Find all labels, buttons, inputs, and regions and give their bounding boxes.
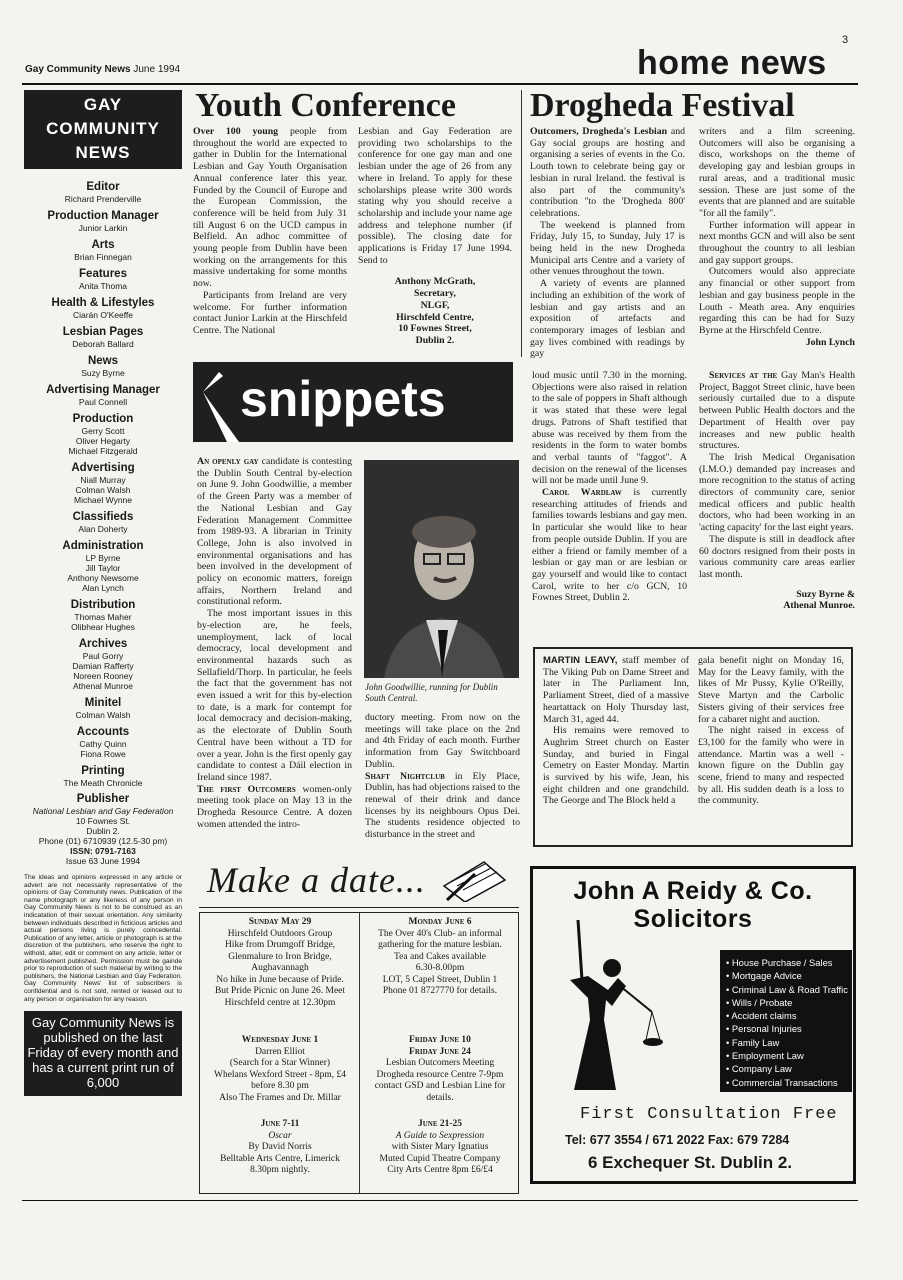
service-item: • Company Law	[726, 1063, 792, 1075]
snippets-title: snippets	[240, 371, 446, 427]
snippets-col-3	[532, 370, 687, 604]
issn: ISSN: 0791-7163	[70, 846, 136, 856]
notepad-pencil-icon	[439, 856, 509, 902]
snippet-lead-3: Shaft Nightclub	[365, 770, 445, 782]
staff-role: Arts	[91, 239, 115, 251]
staff-role: Editor	[86, 181, 120, 193]
snippet-lead-4: Carol Wardlaw	[542, 487, 622, 499]
event-line: before 8.30 pm	[251, 1081, 309, 1091]
event-card	[202, 917, 358, 1009]
page-number: 3	[842, 34, 849, 46]
event-day: June 7-11	[260, 1119, 300, 1129]
snippet-text-2: The most important issues in this by-election are, he feels, unemployment, lack of local democracy, local development and environmental hazards such as Sellafield/Thorp. In particular, he feels the fact that the government has not even issued a writ for this by-election to date, is a mark for contempt for local democracy and decision-making, as the electorate of Dublin South Central have been without a TD for over a year. John is the first openly gay candidate to contest a Dáil election in Ireland since 1987.	[197, 608, 352, 783]
masthead-title-line: NEWS	[75, 143, 131, 162]
event-line: Phone 01 8727770 for details.	[382, 986, 498, 996]
photo-caption: John Goodwillie, running for Dublin South Central.	[365, 682, 498, 703]
service-item: • Mortgage Advice	[726, 970, 802, 982]
event-card	[202, 1119, 358, 1177]
snippet-text-1: candidate is contesting the Dublin South Central by-election on June 9. John Goodwillie, a member of the Green Party was a member of the National Lesbian and Gay Federation Management Committee from 1989-93. A librarian in Trinity College, John is also involved in environmental organisations and has been involved in the development of policy on economic matters, foreign affairs, Northern Ireland and constitutional reform.	[197, 456, 353, 608]
drogheda-text-2: The weekend is planned from Friday, July 15, to Sunday, July 17 is being held in the new Drogheda Municipal arts Centre and a variety of other venues throughout the town.	[530, 219, 685, 278]
address-line: Anthony McGrath,	[394, 276, 476, 288]
drogheda-headline: Drogheda Festival	[530, 87, 795, 124]
snippet-lead-5: Services at the	[709, 370, 778, 381]
snippet-lead-2: The first Outcomers	[197, 783, 296, 795]
obituary-text-4: The night raised in excess of £3,100 for the family who were in attendance. Martin was a well - known figure on the Dublin gay scene, friend to many and respected by all. His sudden death is a loss to the community.	[698, 725, 844, 807]
photo-john-goodwillie	[364, 460, 519, 678]
snippet-text-3: women-only meeting took place on May 13 in the Drogheda Resource Centre. A dozen women attended the intro-	[197, 783, 353, 830]
publication-name: Gay Community News	[25, 64, 131, 75]
staff-name: LP Byrne	[85, 553, 121, 563]
publisher-role: Publisher	[76, 793, 130, 805]
event-line: But Pride Picnic on June 26. Meet	[214, 986, 346, 996]
event-day-2: Friday June 24	[409, 1046, 471, 1057]
snippet-lead: An openly gay	[197, 456, 259, 467]
publisher-street: 10 Fownes St.	[75, 816, 131, 826]
masthead-footer: Gay Community News is published on the last Friday of every month and has a current print run of 6,000	[24, 1011, 182, 1096]
address-line: NLGF,	[420, 299, 450, 311]
staff-name: Athenal Munroe	[72, 681, 133, 691]
staff-name: Colman Walsh	[75, 485, 131, 495]
obituary-lead: MARTIN LEAVY,	[543, 655, 618, 666]
byline-line: Athenal Munroe.	[783, 600, 855, 612]
staff-role: Health & Lifestyles	[51, 297, 155, 309]
masthead-title	[24, 90, 182, 169]
event-title: A Guide to Sexpression	[395, 1130, 485, 1141]
event-day: Friday June 10	[409, 1035, 471, 1045]
staff-name: Alan Lynch	[82, 583, 124, 593]
snippets-byline	[699, 589, 855, 612]
staff-name: Alan Doherty	[78, 524, 128, 534]
event-line: gathering for the mature lesbian.	[378, 940, 502, 950]
staff-role: News	[87, 355, 119, 367]
snippets-col-2	[365, 712, 520, 841]
staff-name: Oliver Hegarty	[75, 436, 131, 446]
service-item: • Accident claims	[726, 1010, 797, 1022]
event-line: Glenmalure to Iron Bridge,	[228, 951, 332, 962]
top-rule	[22, 83, 858, 85]
staff-list	[24, 169, 182, 788]
staff-role: Accounts	[76, 726, 130, 738]
event-card	[202, 1035, 358, 1104]
event-line: Drogheda resource Centre 7-9pm	[376, 1069, 504, 1080]
event-line: details.	[426, 1092, 454, 1103]
event-title: Oscar	[268, 1130, 292, 1141]
masthead-sidebar	[24, 90, 182, 1200]
address-line: 10 Fownes Street,	[398, 323, 472, 335]
staff-name: Brian Finnegan	[74, 252, 132, 262]
drogheda-byline: John Lynch	[805, 336, 855, 348]
snippet-text-4: ductory meeting. From now on the meetings will take place on the 2nd and 4th Friday of each month. Further information from Gay Switchboard Dublin.	[365, 712, 520, 770]
snippet-text-7: is currently researching attitudes of friends and families towards lesbians and gay men. In particular she would like to hear from people outside Dublin. If you are either a friend or family member of a lesbian or gay man or are lesbian or gay yourself and would like to contact Carol, write to her c/o GCN, 10 Fownes Street, Dublin 2.	[532, 487, 687, 604]
section-title: home news	[637, 44, 827, 82]
service-item: • Personal Injuries	[726, 1023, 802, 1035]
youth-address	[358, 276, 512, 346]
column-rule	[521, 90, 522, 357]
event-line: The Over 40's Club- an informal	[378, 928, 502, 939]
staff-name: Anthony Newsome	[67, 573, 139, 583]
masthead-title-line: GAY	[83, 95, 123, 114]
event-line: City Arts Centre 8pm £6/£4	[387, 1165, 493, 1175]
event-card	[362, 1035, 518, 1104]
publisher-city: Dublin 2.	[86, 826, 120, 836]
event-line: By David Norris	[248, 1142, 312, 1152]
drogheda-col-1	[530, 126, 685, 360]
event-line: (Search for a Star Winner)	[229, 1058, 331, 1068]
snippet-text-6: loud music until 7.30 in the morning. Objections were also raised in relation to the sale of poppers in Shaft although it was stated that these were legal drugs. Patrons of Shaft testified that abuse was received by them from the residents in the form to water bombs and verbal taunts of "faggot". A decision on the renewal of the licenses will not be made until June 9.	[532, 370, 687, 487]
snippet-text-10: The dispute is still in deadlock after 60 doctors resigned from their posts in various community care areas earlier last month.	[699, 533, 855, 580]
event-line: LOT, 5 Capel Street, Dublin 1	[382, 974, 498, 985]
youth-col-2	[358, 126, 512, 347]
obituary-col-1	[543, 655, 689, 807]
event-line: 8.30pm nightly.	[250, 1165, 310, 1175]
service-item: • Employment Law	[726, 1050, 804, 1062]
event-line: Also The Frames and Dr. Millar	[219, 1092, 341, 1103]
advert-address: 6 Exchequer St. Dublin 2.	[588, 1153, 793, 1172]
events-box	[199, 912, 519, 1194]
staff-name: Michael Fitzgerald	[68, 446, 138, 456]
publisher-address	[24, 806, 182, 866]
staff-role: Minitel	[84, 697, 122, 709]
lady-justice-icon	[560, 920, 680, 1098]
staff-role: Advertising	[71, 462, 135, 474]
staff-role: Archives	[78, 638, 128, 650]
youth-text-3: Lesbian and Gay Federation are providing two scholarships to the conference for one gay man and one lesbian under the age of 26 from any where in Ireland. To apply for these scholarships please write 300 words stating why you should receive a scholarship and include your name age address and telephone number (if possible). The closing date for applications is Friday 17 June 1994. Send to	[358, 126, 512, 266]
staff-name: Colman Walsh	[75, 710, 131, 720]
make-a-date-header	[199, 852, 519, 908]
staff-name: Olibhear Hughes	[71, 622, 135, 632]
staff-name: Cathy Quinn	[79, 739, 127, 749]
staff-name: The Meath Chronicle	[63, 778, 143, 788]
staff-role: Features	[79, 268, 127, 280]
staff-name: Jill Taylor	[85, 563, 121, 573]
snippet-text-9: The Irish Medical Organisation (I.M.O.) demanded pay increases and more recognition to the status of acting directors of community care, senior medical officers and public health doctors, who had been working in an 'acting capacity' for the last eight years.	[699, 451, 855, 534]
event-line: Hirschfeld centre at 12.30pm	[224, 997, 336, 1008]
bottom-rule	[22, 1200, 858, 1201]
drogheda-lead: Outcomers, Drogheda's Lesbian	[530, 126, 668, 137]
snippet-text-5: in Ely Place, Dublin, has had objections raised to the renewal of their drink and dance licenses by its neighbours Opus Dei. The students residence objected to disturbance in the street and	[365, 770, 521, 841]
make-a-date-title: Make a date...	[207, 860, 426, 900]
staff-name: Niall Murray	[80, 475, 126, 485]
event-line: contact GSD and Lesbian Line for	[374, 1081, 506, 1091]
youth-text-2: Participants from Ireland are very welcome. For further information contact Junior Larkin at the Hirschfeld Centre. The National	[193, 289, 347, 336]
staff-name: Paul Gorry	[82, 651, 124, 661]
staff-role: Printing	[81, 765, 125, 777]
staff-role: Administration	[62, 540, 144, 552]
service-item: • Family Law	[726, 1036, 780, 1048]
event-line: with Sister Mary Ignatius	[391, 1142, 489, 1152]
staff-name: Ciarán O'Keeffe	[72, 310, 134, 320]
service-item: • House Purchase / Sales	[726, 957, 833, 968]
event-line: No hike in June because of Pride.	[216, 974, 344, 985]
event-line: Hirschfeld Outdoors Group	[227, 928, 333, 939]
staff-name: Fiona Rowe	[80, 749, 126, 759]
drogheda-text-4: writers and a film screening. Outcomers will also be organising a disco, workshops on the theme of developing gay and lesbian groups in rural areas, and a traditional music session. These are just some of the events that are planned and are suitable "for all the family".	[699, 126, 855, 219]
event-line: Tea and Cakes available	[394, 951, 486, 962]
event-day: June 21-25	[417, 1119, 463, 1129]
snippet-text-8: Gay Man's Health Project, Baggot Street clinic, have been seriously curtailed due to a dispute between Public Health doctors and the Department of Health over pay increases and new public health structures.	[699, 370, 856, 452]
event-day: Wednesday June 1	[241, 1035, 319, 1045]
obituary-text-1: staff member of The Viking Pub on Dame Street and later in The Parliament Inn, Parliament Street, died of a massive heartattack on Holy Thursday last, March 31, aged 44.	[543, 655, 689, 725]
obituary-box	[533, 647, 853, 847]
events-divider	[359, 913, 360, 1193]
event-card	[362, 1119, 518, 1177]
obituary-text-3: gala benefit night on Monday 16, May for the Leavy family, with the likes of Mr Pussy, Kylie O'Reilly, Steve Martyn and the Carbolic Sisters giving of their services free for a cabaret night and auction.	[698, 655, 844, 725]
disclaimer: The ideas and opinions expressed in any article or advert are not necessarily representative of the opinions of Gay Community news. Publication of the name photograph or any likeness of any person in Gay Community News is not to be construed as an indicatation of their sexual orientation. Any similarity between individuals described in ficticious articles and actual persons living is purely coincedental. Publication of any letter, article or photograph is at the discretion of the publishers, who reserve the right to withold, alter, edit or comment on any article, letter or advertisement published. Permission must be gainde prior to reproduction of such material by writing to the publishers, the National Lesbian and Gay Federation. Gay Community News' list of subscribers is confidential and is not sold, rented or leased out to any person or organisation for any reason.	[24, 874, 182, 1003]
advert-firm-type: Solicitors	[633, 905, 753, 933]
obituary-text-2: His remains were removed to Aughrim Street church on Easter Sunday, and buried in Fingal Cemetry on Easter Monday. Martin is survived by his wife, Jean, his eight children and one grandchild. The George and The Block held a	[543, 725, 689, 807]
service-item: • Commercial Transactions	[726, 1076, 838, 1088]
snippets-col-1	[197, 456, 352, 831]
staff-role: Production	[72, 413, 134, 425]
staff-role: Distribution	[70, 599, 136, 611]
advert-firm-name: John A Reidy & Co.	[573, 877, 813, 905]
drogheda-col-2	[699, 126, 855, 348]
staff-name: Deborah Ballard	[72, 339, 134, 349]
event-line: 6.30-8.00pm	[415, 963, 465, 973]
drogheda-text-3: A variety of events are planned including an exhibition of the work of lesbian and gay artists and an exposition of artefacts and contemporary images of lesbian and gay lives combined with readings by gay	[530, 278, 685, 360]
staff-name: Junior Larkin	[78, 223, 128, 233]
staff-name: Paul Connell	[78, 397, 128, 407]
staff-role: Advertising Manager	[46, 384, 160, 396]
publisher-name: National Lesbian and Gay Federation	[32, 806, 174, 816]
staff-name: Damian Rafferty	[72, 661, 134, 671]
portrait-illustration	[364, 460, 519, 678]
drogheda-text-6: Outcomers would also appreciate any financial or other support from lesbian and gay business people in the Louth - Meath area. Any enquiries regarding this can be had for Suzy Byrne at the Hirschfeld Centre.	[699, 266, 855, 336]
drogheda-text-5: Further information will appear in next months GCN and will also be sent throughout the country to all lesbian and gay support groups.	[699, 219, 855, 266]
address-line: Dublin 2.	[415, 334, 455, 346]
youth-headline: Youth Conference	[195, 87, 456, 124]
event-line: Muted Cupid Theatre Company	[379, 1153, 501, 1164]
address-line: Hirschfeld Centre,	[396, 311, 474, 323]
advert-telephone: Tel: 677 3554 / 671 2022 Fax: 679 7284	[565, 1133, 790, 1147]
event-line: Aughavannagh	[251, 963, 309, 973]
staff-name: Thomas Maher	[74, 612, 132, 622]
service-item: • Wills / Probate	[726, 996, 793, 1008]
services-list	[720, 950, 852, 1092]
service-item: • Criminal Law & Road Traffic	[726, 983, 848, 995]
event-line: Lesbian Outcomers Meeting	[385, 1058, 495, 1068]
staff-name: Richard Prenderville	[64, 194, 142, 204]
event-card	[362, 917, 518, 998]
running-header	[25, 64, 180, 75]
issue-number: Issue 63 June 1994	[65, 856, 141, 866]
event-line: Darren Elliot	[255, 1046, 305, 1057]
byline-line: Suzy Byrne &	[796, 588, 855, 600]
staff-role: Lesbian Pages	[62, 326, 144, 338]
event-day: Monday June 6	[408, 917, 472, 927]
event-line: Belltable Arts Centre, Limerick	[220, 1153, 340, 1164]
staff-name: Suzy Byrne	[81, 368, 125, 378]
event-day: Sunday May 29	[248, 917, 312, 927]
masthead-title-line: COMMUNITY	[46, 119, 160, 138]
obituary-col-2	[698, 655, 844, 807]
staff-name: Gerry Scott	[81, 426, 125, 436]
staff-name: Michael Wynne	[73, 495, 133, 505]
staff-role: Classifieds	[72, 511, 134, 523]
publisher-phone: Phone (01) 6710939 (12.5-30 pm)	[38, 836, 168, 846]
advert-consultation: First Consultation Free	[580, 1105, 838, 1124]
staff-role: Production Manager	[47, 210, 159, 222]
drogheda-text-1: and Gay social groups are hosting and organising a series of events in the Co. Louth town to celebrate being gay or lesbian in rural Ireland. the festival is also part of the community's contribution "to the 'Drogheda 800' celebrations.	[530, 126, 686, 219]
youth-col-1	[193, 126, 347, 337]
address-line: Secretary,	[414, 288, 456, 300]
issue-date: June 1994	[133, 64, 181, 75]
event-line: Whelans Wexford Street - 8pm, £4	[213, 1069, 347, 1080]
event-line: Hike from Drumgoff Bridge,	[224, 940, 336, 950]
staff-name: Anita Thoma	[78, 281, 128, 291]
staff-name: Noreen Rooney	[73, 671, 133, 681]
youth-text-1: people from throughout the world are expected to gather in Dublin for the International Lesbian and Gay Youth Organisation Annual conference later this year. Funded by the Council of Europe and the European Commission, the conference will be held from July 31 till August 6 on the UCD campus in Belfield. An adhoc committee of young people from Dublin have been working on the arrangements for this massive undertaking for some months now.	[193, 126, 347, 290]
youth-lead: Over 100 young	[193, 126, 279, 137]
snippets-col-4	[699, 370, 855, 612]
